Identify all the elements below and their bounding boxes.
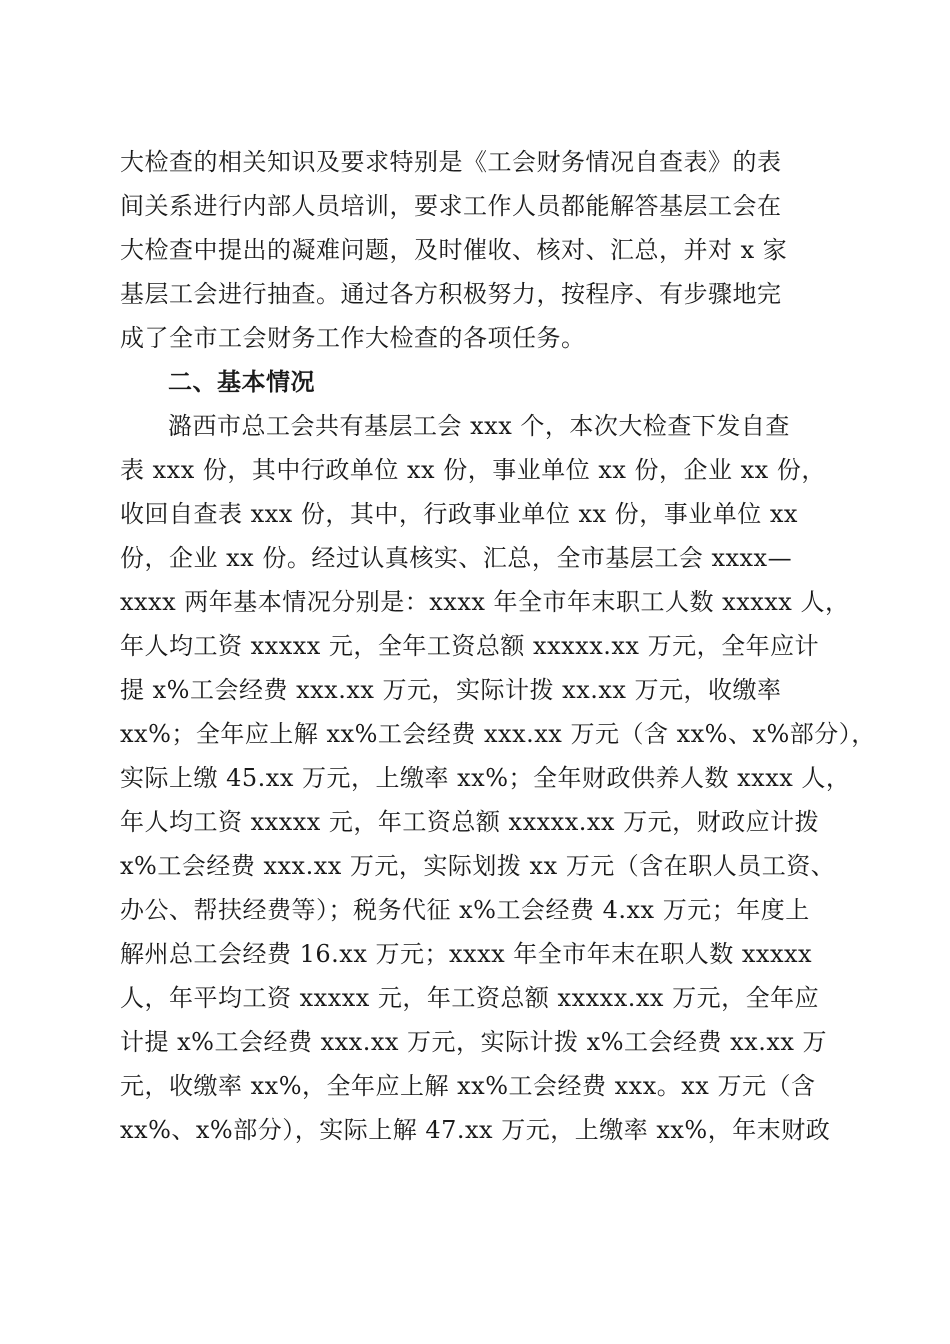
paragraph-2-line-1: 潞西市总工会共有基层工会 xxx 个，本次大检查下发自查: [168, 412, 790, 440]
paragraph-2-line-9: 实际上缴 45.xx 万元，上缴率 xx%；全年财政供养人数 xxxx 人，: [120, 764, 851, 792]
section-heading: 二、基本情况: [168, 368, 315, 396]
paragraph-2-line-16: 元，收缴率 xx%，全年应上解 xx%工会经费 xxx。xx 万元（含: [120, 1072, 816, 1100]
paragraph-1-line-4: 基层工会进行抽查。通过各方积极努力，按程序、有步骤地完: [120, 280, 782, 308]
paragraph-2-line-3: 收回自查表 xxx 份，其中，行政事业单位 xx 份，事业单位 xx: [120, 500, 798, 528]
paragraph-2-line-10: 年人均工资 xxxxx 元，年工资总额 xxxxx.xx 万元，财政应计拨: [120, 808, 820, 836]
paragraph-2-line-7: 提 x%工会经费 xxx.xx 万元，实际计拨 xx.xx 万元，收缴率: [120, 676, 782, 704]
paragraph-2-line-5: xxxx 两年基本情况分别是：xxxx 年全市年末职工人数 xxxxx 人，: [120, 588, 850, 616]
paragraph-1-line-3: 大检查中提出的凝难问题，及时催收、核对、汇总，并对 x 家: [120, 236, 788, 264]
paragraph-2-line-6: 年人均工资 xxxxx 元，全年工资总额 xxxxx.xx 万元，全年应计: [120, 632, 820, 660]
paragraph-2-line-11: x%工会经费 xxx.xx 万元，实际划拨 xx 万元（含在职人员工资、: [120, 852, 836, 880]
paragraph-2-line-13: 解州总工会经费 16.xx 万元；xxxx 年全市年末在职人数 xxxxx: [120, 940, 813, 968]
paragraph-2-line-12: 办公、帮扶经费等）；税务代征 x%工会经费 4.xx 万元；年度上: [120, 896, 810, 924]
paragraph-2-line-14: 人，年平均工资 xxxxx 元，年工资总额 xxxxx.xx 万元，全年应: [120, 984, 820, 1012]
paragraph-1-line-1: 大检查的相关知识及要求特别是《工会财务情况自查表》的表: [120, 148, 782, 176]
paragraph-1-line-5: 成了全市工会财务工作大检查的各项任务。: [120, 324, 586, 352]
paragraph-1-line-2: 间关系进行内部人员培训，要求工作人员都能解答基层工会在: [120, 192, 782, 220]
paragraph-2-line-17: xx%、x%部分），实际上解 47.xx 万元，上缴率 xx%，年末财政: [120, 1116, 831, 1144]
paragraph-2-line-4: 份，企业 xx 份。经过认真核实、汇总，全市基层工会 xxxx—: [120, 544, 793, 572]
paragraph-2-line-8: xx%；全年应上解 xx%工会经费 xxx.xx 万元（含 xx%、x%部分），: [120, 720, 876, 748]
paragraph-2-line-2: 表 xxx 份，其中行政单位 xx 份，事业单位 xx 份，企业 xx 份，: [120, 456, 826, 484]
paragraph-2-line-15: 计提 x%工会经费 xxx.xx 万元，实际计拨 x%工会经费 xx.xx 万: [120, 1028, 828, 1056]
